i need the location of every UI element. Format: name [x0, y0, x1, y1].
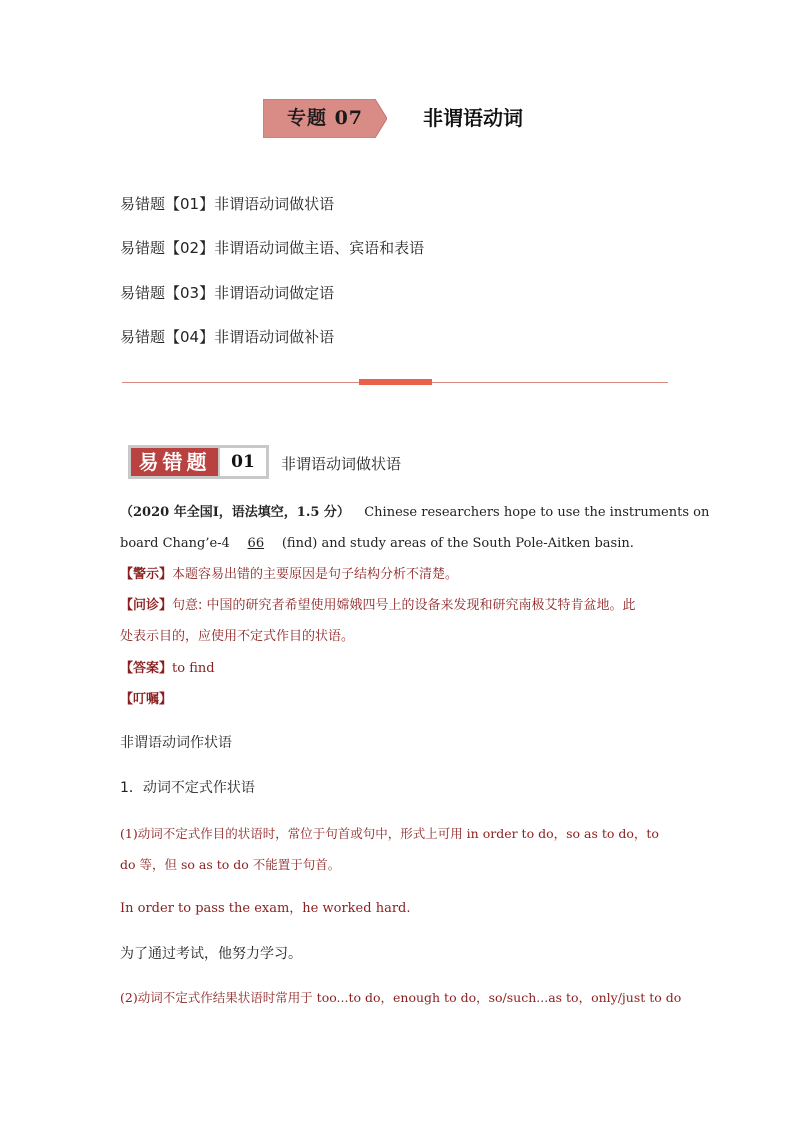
- answer-line: [120, 659, 215, 679]
- reminder-tag: 【叮嘱】: [120, 692, 173, 707]
- toc-item-4: 易错题【04】非谓语动词做补语: [120, 328, 335, 346]
- topic-label: 专题 07: [286, 107, 364, 129]
- question-line-2: [120, 534, 634, 554]
- question-text-1: Chinese researchers hope to use the instruments on: [364, 505, 710, 520]
- notes-paragraph-1-line-2: do 等，但 so as to do 不能置于句首。: [120, 857, 341, 872]
- warning-tag: 【警示】: [120, 567, 173, 582]
- section-number: 01: [220, 448, 266, 476]
- diagnosis-tag: 【问诊】: [120, 598, 173, 613]
- warning-text: 本题容易出错的主要原因是句子结构分析不清楚。: [172, 567, 459, 582]
- notes-paragraph-1-line-1: (1)动词不定式作目的状语时，常位于句首或句中，形式上可用 in order to do，so as to do，to: [120, 826, 659, 841]
- toc-item-1: 易错题【01】非谓语动词做状语: [120, 195, 335, 213]
- answer-text: to find: [172, 661, 215, 676]
- diagnosis-text-2: 处表示目的，应使用不定式作目的状语。: [120, 629, 355, 644]
- page-title: 非谓语动词: [423, 106, 523, 130]
- section-title: 非谓语动词做状语: [281, 455, 402, 473]
- question-source: （2020 年全国Ⅰ，语法填空，1.5 分）: [120, 505, 350, 520]
- question-text-2b: (find) and study areas of the South Pole-Aitken basin.: [281, 536, 634, 551]
- example-translation: 为了通过考试，他努力学习。: [120, 946, 302, 962]
- example-sentence: In order to pass the exam，he worked hard.: [120, 901, 411, 916]
- divider-accent: [359, 379, 432, 385]
- diagnosis-text-1: 句意: 中国的研究者希望使用嫦娥四号上的设备来发现和研究南极艾特肯盆地。此: [172, 598, 636, 613]
- question-blank: 66: [247, 536, 265, 551]
- notes-paragraph-2-line-1: (2)动词不定式作结果状语时常用于 too...to do，enough to do，so/such...as to，only/just to do: [120, 990, 682, 1005]
- section-label: 易错题: [131, 448, 218, 476]
- question-line-1: [120, 503, 709, 523]
- diagnosis-line-1: [120, 596, 636, 616]
- toc-item-2: 易错题【02】非谓语动词做主语、宾语和表语: [120, 239, 425, 257]
- warning-line: [120, 565, 458, 585]
- answer-tag: 【答案】: [120, 661, 173, 676]
- notes-heading: 非谓语动词作状语: [120, 735, 232, 751]
- notes-subheading-1: 1．动词不定式作状语: [120, 780, 255, 796]
- toc-item-3: 易错题【03】非谓语动词做定语: [120, 284, 335, 302]
- question-text-2a: board Chang’e-4: [120, 536, 230, 551]
